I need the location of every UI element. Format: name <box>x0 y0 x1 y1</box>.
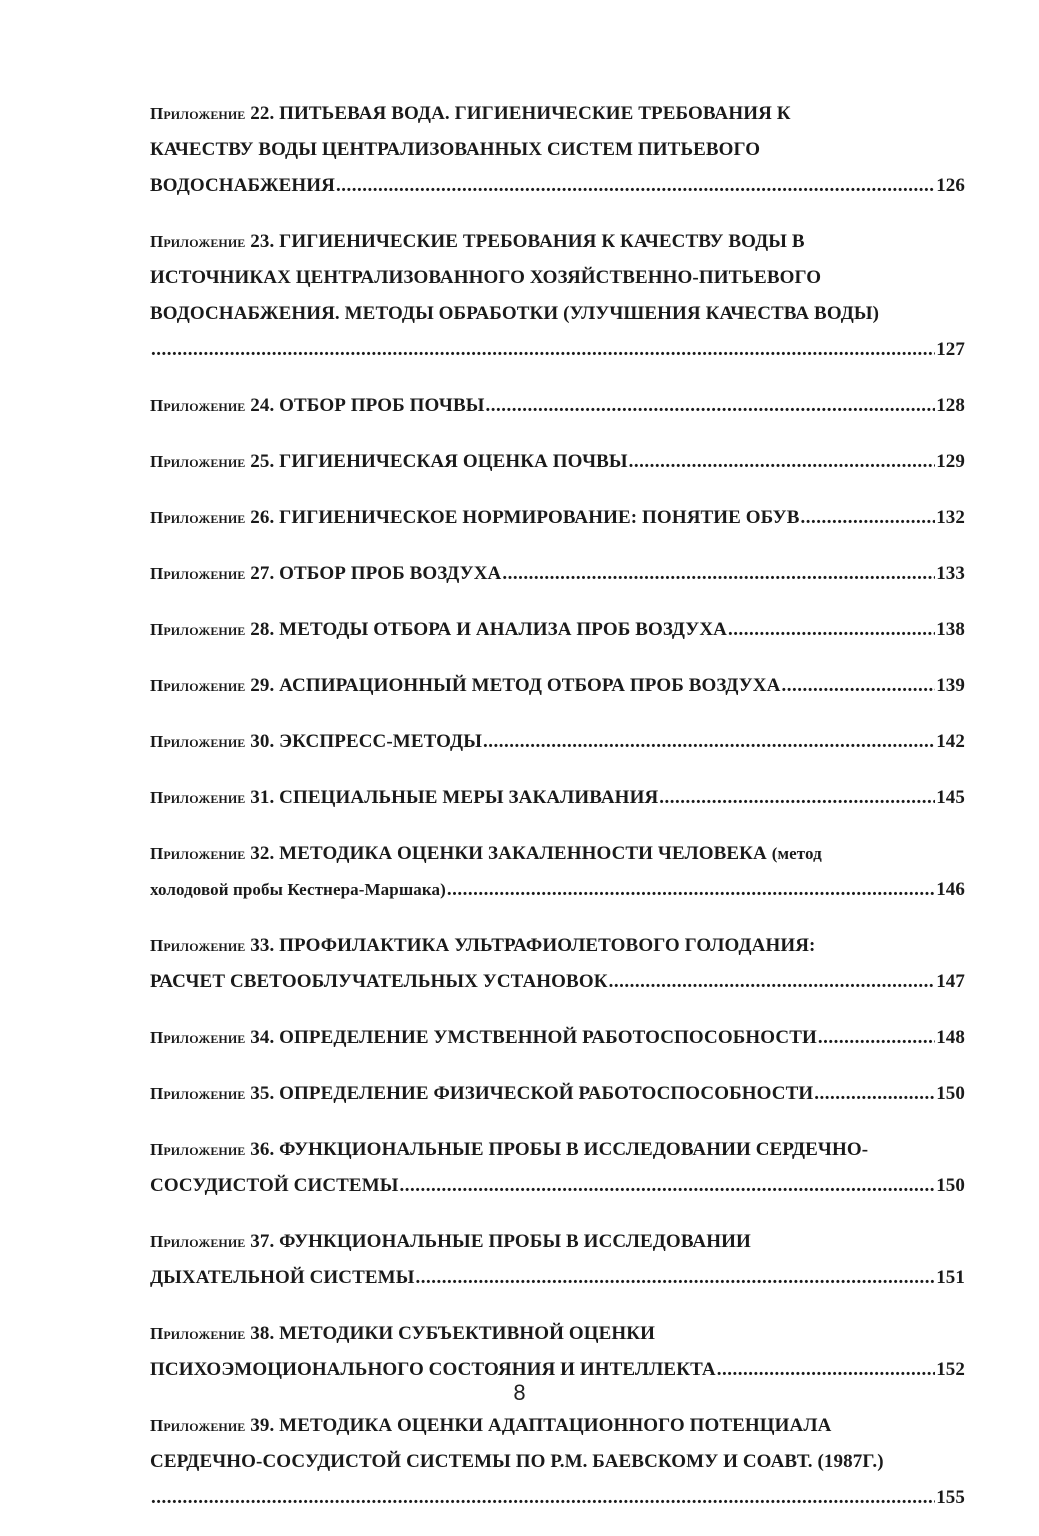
toc-entry[interactable] <box>150 1020 965 1056</box>
toc-entry-line: Приложение 23. ГИГИЕНИЧЕСКИЕ ТРЕБОВАНИЯ К КАЧЕСТВУ ВОДЫ В <box>150 231 805 252</box>
dot-leader <box>629 444 936 480</box>
dot-leader <box>151 1480 935 1516</box>
toc-entry-line: Приложение 33. ПРОФИЛАКТИКА УЛЬТРАФИОЛЕТОВОГО ГОЛОДАНИЯ: <box>150 935 816 956</box>
toc-entry[interactable] <box>150 1316 965 1388</box>
toc-entry-line: Приложение 32. МЕТОДИКА ОЦЕНКИ ЗАКАЛЕННОСТИ ЧЕЛОВЕКА (метод <box>150 843 822 864</box>
toc-entry-leader-line <box>150 668 965 704</box>
toc-entry-page: 151 <box>936 1267 965 1288</box>
toc-entry-title: Приложение 29. АСПИРАЦИОННЫЙ МЕТОД ОТБОРА ПРОБ ВОЗДУХА <box>150 675 781 696</box>
toc-entry-leader-line <box>150 964 965 1000</box>
toc-entry-title: ВОДОСНАБЖЕНИЯ <box>150 175 335 196</box>
toc-entry-title: Приложение 26. ГИГИЕНИЧЕСКОЕ НОРМИРОВАНИЕ: ПОНЯТИЕ ОБУВ <box>150 507 800 528</box>
toc-entry-leader-line <box>150 1076 965 1112</box>
toc-entry-page: 155 <box>936 1487 965 1508</box>
toc-entry-page: 152 <box>936 1359 965 1380</box>
dot-leader <box>151 332 935 368</box>
toc-entry-leader-line <box>150 332 965 368</box>
dot-leader <box>609 964 936 1000</box>
toc-entry[interactable] <box>150 96 965 204</box>
table-of-contents <box>150 96 965 1536</box>
toc-entry[interactable] <box>150 612 965 648</box>
toc-entry-leader-line <box>150 724 965 760</box>
toc-entry[interactable] <box>150 928 965 1000</box>
toc-entry-leader-line <box>150 1260 965 1296</box>
toc-entry-line: ИСТОЧНИКАХ ЦЕНТРАЛИЗОВАННОГО ХОЗЯЙСТВЕННО-ПИТЬЕВОГО <box>150 267 822 288</box>
toc-entry[interactable] <box>150 668 965 704</box>
toc-entry-leader-line <box>150 1168 965 1204</box>
toc-entry-title: Приложение 25. ГИГИЕНИЧЕСКАЯ ОЦЕНКА ПОЧВЫ <box>150 451 628 472</box>
toc-entry[interactable] <box>150 444 965 480</box>
dot-leader <box>800 500 935 536</box>
toc-entry-leader-line <box>150 872 965 908</box>
toc-entry-title: ДЫХАТЕЛЬНОЙ СИСТЕМЫ <box>150 1267 415 1288</box>
toc-entry-line: Приложение 36. ФУНКЦИОНАЛЬНЫЕ ПРОБЫ В ИССЛЕДОВАНИИ СЕРДЕЧНО- <box>150 1139 869 1160</box>
toc-entry[interactable] <box>150 224 965 368</box>
toc-entry-title: ПСИХОЭМОЦИОНАЛЬНОГО СОСТОЯНИЯ И ИНТЕЛЛЕКТА <box>150 1359 716 1380</box>
toc-entry-line: СЕРДЕЧНО-СОСУДИСТОЙ СИСТЕМЫ ПО Р.М. БАЕВСКОМУ И СОАВТ. (1987Г.) <box>150 1451 884 1472</box>
toc-entry-leader-line <box>150 444 965 480</box>
toc-entry[interactable] <box>150 1224 965 1296</box>
toc-entry-title: Приложение 34. ОПРЕДЕЛЕНИЕ УМСТВЕННОЙ РАБОТОСПОСОБНОСТИ <box>150 1027 817 1048</box>
toc-entry-page: 148 <box>936 1027 965 1048</box>
toc-entry-page: 138 <box>936 619 965 640</box>
toc-entry-title: Приложение 30. ЭКСПРЕСС-МЕТОДЫ <box>150 731 482 752</box>
toc-entry-leader-line <box>150 1020 965 1056</box>
toc-entry-page: 126 <box>936 175 965 196</box>
toc-entry-page: 128 <box>936 395 965 416</box>
toc-entry-leader-line <box>150 500 965 536</box>
toc-entry-line: ВОДОСНАБЖЕНИЯ. МЕТОДЫ ОБРАБОТКИ (УЛУЧШЕНИЯ КАЧЕСТВА ВОДЫ) <box>150 303 880 324</box>
dot-leader <box>659 780 935 816</box>
toc-entry-leader-line <box>150 556 965 592</box>
toc-entry-page: 142 <box>936 731 965 752</box>
toc-entry-title: Приложение 24. ОТБОР ПРОБ ПОЧВЫ <box>150 395 485 416</box>
toc-entry-page: 133 <box>936 563 965 584</box>
toc-entry[interactable] <box>150 556 965 592</box>
toc-entry-leader-line <box>150 168 965 204</box>
page-number: 8 <box>513 1380 526 1405</box>
toc-entry[interactable] <box>150 1076 965 1112</box>
toc-entry-line: Приложение 37. ФУНКЦИОНАЛЬНЫЕ ПРОБЫ В ИССЛЕДОВАНИИ <box>150 1231 751 1252</box>
toc-entry[interactable] <box>150 724 965 760</box>
dot-leader <box>502 556 935 592</box>
dot-leader <box>336 168 935 204</box>
toc-entry-page: 132 <box>936 507 965 528</box>
toc-entry-title: Приложение 28. МЕТОДЫ ОТБОРА И АНАЛИЗА ПРОБ ВОЗДУХА <box>150 619 727 640</box>
toc-entry-title: СОСУДИСТОЙ СИСТЕМЫ <box>150 1175 399 1196</box>
dot-leader <box>447 872 935 908</box>
toc-entry-title: Приложение 27. ОТБОР ПРОБ ВОЗДУХА <box>150 563 502 584</box>
toc-entry[interactable] <box>150 388 965 424</box>
toc-entry-page: 129 <box>936 451 965 472</box>
dot-leader <box>818 1020 935 1056</box>
toc-entry-title: холодовой пробы Кестнера-Маршака) <box>150 880 446 899</box>
toc-entry-leader-line <box>150 1480 965 1516</box>
dot-leader <box>400 1168 936 1204</box>
toc-entry-line: Приложение 38. МЕТОДИКИ СУБЪЕКТИВНОЙ ОЦЕНКИ <box>150 1323 655 1344</box>
toc-entry-page: 145 <box>936 787 965 808</box>
toc-entry-title: Приложение 31. СПЕЦИАЛЬНЫЕ МЕРЫ ЗАКАЛИВАНИЯ <box>150 787 659 808</box>
dot-leader <box>728 612 935 648</box>
toc-entry[interactable] <box>150 780 965 816</box>
toc-entry-page: 150 <box>936 1083 965 1104</box>
toc-entry-page: 139 <box>936 675 965 696</box>
toc-entry-leader-line <box>150 388 965 424</box>
toc-entry-line: Приложение 39. МЕТОДИКА ОЦЕНКИ АДАПТАЦИОННОГО ПОТЕНЦИАЛА <box>150 1415 832 1436</box>
dot-leader <box>781 668 935 704</box>
toc-entry-page: 146 <box>936 879 965 900</box>
dot-leader <box>486 388 936 424</box>
toc-entry-page: 150 <box>936 1175 965 1196</box>
toc-entry-line: Приложение 22. ПИТЬЕВАЯ ВОДА. ГИГИЕНИЧЕСКИЕ ТРЕБОВАНИЯ К <box>150 103 791 124</box>
dot-leader <box>814 1076 935 1112</box>
toc-entry[interactable] <box>150 1132 965 1204</box>
toc-entry-leader-line <box>150 612 965 648</box>
dot-leader <box>415 1260 935 1296</box>
toc-entry-page: 147 <box>936 971 965 992</box>
toc-entry[interactable] <box>150 1408 965 1516</box>
toc-entry[interactable] <box>150 500 965 536</box>
toc-entry-title: РАСЧЕТ СВЕТООБЛУЧАТЕЛЬНЫХ УСТАНОВОК <box>150 971 608 992</box>
toc-entry-leader-line <box>150 780 965 816</box>
toc-entry[interactable] <box>150 836 965 908</box>
toc-entry-line: КАЧЕСТВУ ВОДЫ ЦЕНТРАЛИЗОВАННЫХ СИСТЕМ ПИТЬЕВОГО <box>150 139 761 160</box>
dot-leader <box>483 724 935 760</box>
toc-entry-title: Приложение 35. ОПРЕДЕЛЕНИЕ ФИЗИЧЕСКОЙ РАБОТОСПОСОБНОСТИ <box>150 1083 814 1104</box>
toc-entry-page: 127 <box>936 339 965 360</box>
